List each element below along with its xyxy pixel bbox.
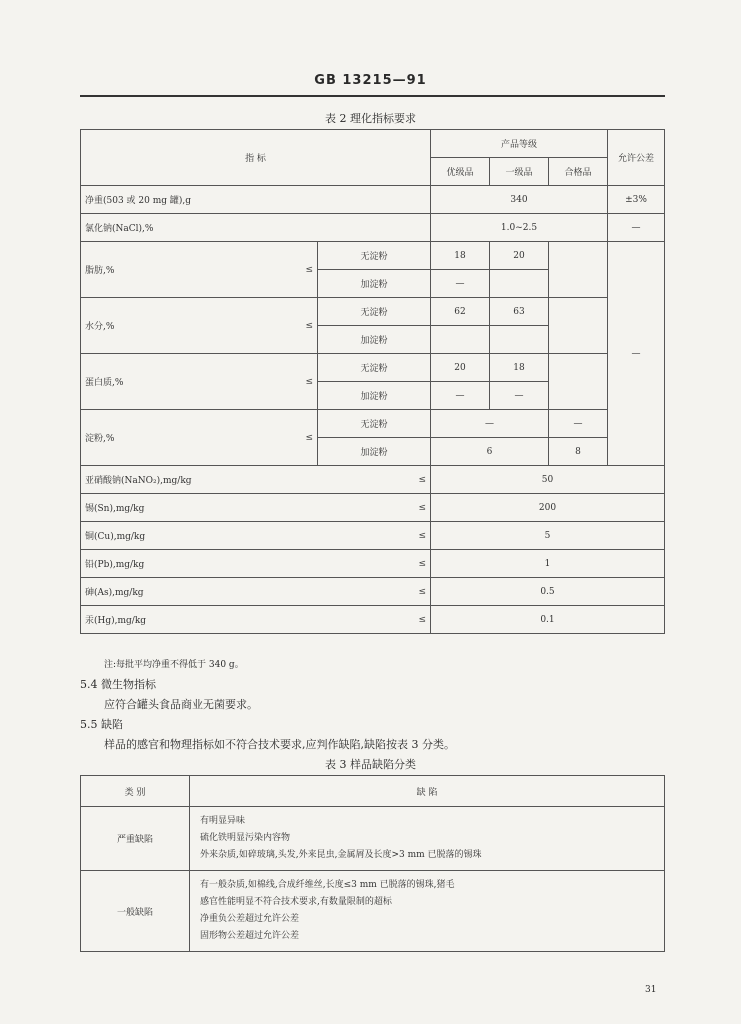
row-arsenic: 砷(As),mg/kg ≤ 0.5 — [81, 578, 665, 606]
row-protein-a: 蛋白质,% ≤ 无淀粉 20 18 — [81, 354, 665, 382]
row-mercury: 汞(Hg),mg/kg ≤ 0.1 — [81, 606, 665, 634]
col-tolerance: 允许公差 — [608, 130, 665, 186]
row-fat-b: 加淀粉 — — [81, 270, 665, 298]
row-net-weight: 净重(503 或 20 mg 罐),g 340 ±3% — [81, 186, 665, 214]
col-indicator: 指 标 — [81, 130, 431, 186]
row-water-a: 水分,% ≤ 无淀粉 62 63 — [81, 298, 665, 326]
row-fat-a: 脂肪,% ≤ 无淀粉 18 20 — — [81, 242, 665, 270]
defect-classification-table — [80, 775, 665, 952]
list-item: 有明显异味 — [200, 816, 246, 826]
table3-caption: 表 3 样品缺陷分类 — [325, 758, 416, 771]
col-qualified: 合格品 — [549, 158, 608, 186]
list-item: 净重负公差超过允许公差 — [200, 914, 300, 924]
table2-caption: 表 2 理化指标要求 — [325, 112, 416, 125]
physicochemical-table — [80, 129, 665, 634]
section-5-4-title: 5.4 微生物指标 — [80, 678, 156, 691]
page-number: 31 — [645, 985, 657, 995]
row-starch-b: 加淀粉 6 8 — [81, 438, 665, 466]
col-defect: 缺 陷 — [190, 776, 665, 807]
row-sodium: 氯化钠(NaCl),% 1.0~2.5 — — [81, 214, 665, 242]
row-starch-a: 淀粉,% ≤ 无淀粉 — — — [81, 410, 665, 438]
row-lead: 铅(Pb),mg/kg ≤ 1 — [81, 550, 665, 578]
row-copper: 铜(Cu),mg/kg ≤ 5 — [81, 522, 665, 550]
row-serious: 严重缺陷 有明显异味 硫化铁明显污染内容物 外来杂质,如碎玻璃,头发,外来昆虫,金属屑及长度>3 mm 已脱落的锡珠 — [81, 807, 665, 871]
col-category: 类 别 — [81, 776, 190, 807]
row-protein-b: 加淀粉 — — — [81, 382, 665, 410]
row-tin: 锡(Sn),mg/kg ≤ 200 — [81, 494, 665, 522]
col-grade: 产品等级 — [431, 130, 608, 158]
row-water-b: 加淀粉 — [81, 326, 665, 354]
list-item: 有一般杂质,如棉线,合成纤维丝,长度≤3 mm 已脱落的锡珠,猪毛 — [200, 880, 455, 890]
section-5-4-text: 应符合罐头食品商业无菌要求。 — [104, 698, 258, 711]
col-first: 一级品 — [490, 158, 549, 186]
row-general: 一般缺陷 有一般杂质,如棉线,合成纤维丝,长度≤3 mm 已脱落的锡珠,猪毛 感官性能明显不符合技术要求,有数量限制的超标 净重负公差超过允许公差 固形物公差超过允许公差 — [81, 871, 665, 952]
list-item: 感官性能明显不符合技术要求,有数量限制的超标 — [200, 897, 392, 907]
list-item: 硫化铁明显污染内容物 — [200, 833, 291, 843]
standard-number-header: GB 13215—91 — [314, 73, 427, 88]
row-nitrite: 亚硝酸钠(NaNO₂),mg/kg ≤ 50 — [81, 466, 665, 494]
section-5-5-title: 5.5 缺陷 — [80, 718, 123, 731]
col-excellent: 优级品 — [431, 158, 490, 186]
section-5-5-text: 样品的感官和物理指标如不符合技术要求,应判作缺陷,缺陷按表 3 分类。 — [104, 738, 455, 751]
table2-note: 注:每批平均净重不得低于 340 g。 — [104, 660, 244, 670]
list-item: 固形物公差超过允许公差 — [200, 931, 300, 941]
header-rule — [80, 95, 665, 97]
list-item: 外来杂质,如碎玻璃,头发,外来昆虫,金属屑及长度>3 mm 已脱落的锡珠 — [200, 850, 482, 860]
